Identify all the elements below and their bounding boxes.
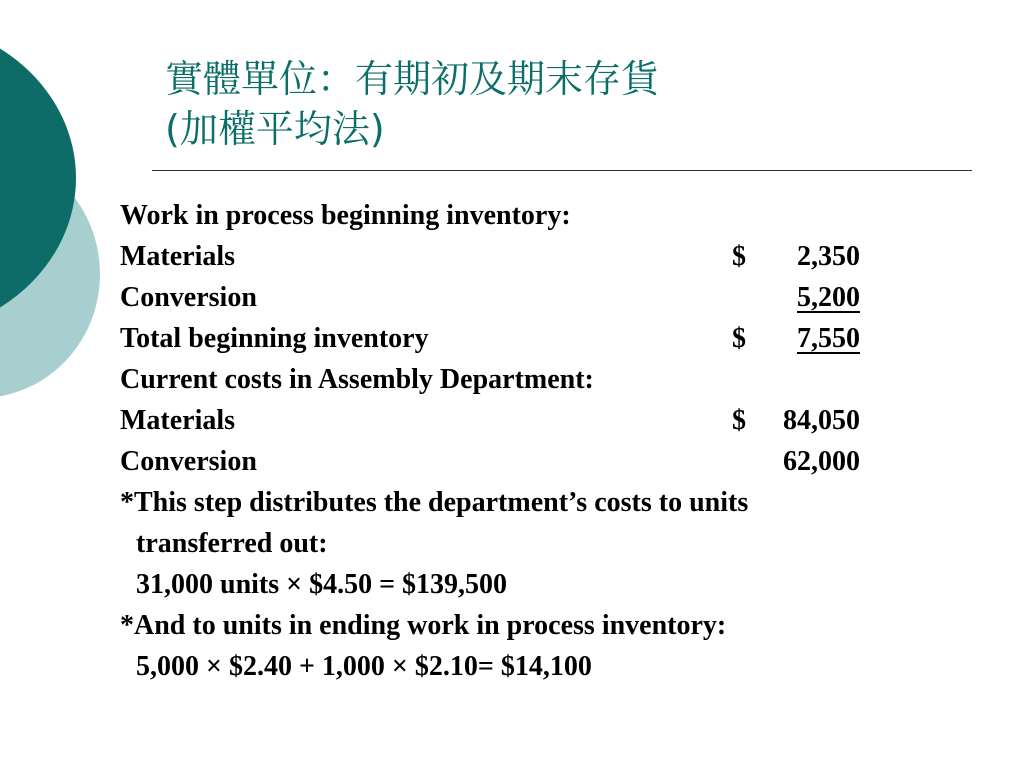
calculation-text: 5,000 × $2.40 + 1,000 × $2.10= $14,100 bbox=[136, 651, 592, 682]
row-current-costs-heading bbox=[120, 359, 900, 400]
row-label: Materials bbox=[120, 405, 236, 436]
calc-transferred-out bbox=[120, 564, 900, 605]
title-line-1: 實體單位：有期初及期末存貨 bbox=[165, 57, 660, 101]
note-text: transferred out: bbox=[136, 528, 328, 559]
row-conversion-beginning bbox=[120, 277, 900, 318]
note-ending-inventory bbox=[120, 605, 900, 646]
slide-body bbox=[120, 195, 900, 687]
title-line-2: (加權平均法) bbox=[165, 107, 385, 151]
slide-title bbox=[165, 54, 659, 154]
currency-sign: $ bbox=[732, 241, 746, 272]
currency-sign: $ bbox=[732, 323, 746, 354]
note-text: *This step distributes the department’s costs to units bbox=[120, 487, 749, 518]
row-label: Current costs in Assembly Department: bbox=[120, 364, 594, 395]
amount: 84,050 bbox=[783, 405, 860, 436]
amount: 7,550 bbox=[797, 323, 860, 354]
row-label: Materials bbox=[120, 241, 236, 272]
row-total-beginning-inventory bbox=[120, 318, 900, 359]
note-text: *And to units in ending work in process inventory: bbox=[120, 610, 727, 641]
calculation-text: 31,000 units × $4.50 = $139,500 bbox=[136, 569, 508, 600]
row-label: Total beginning inventory bbox=[120, 323, 429, 354]
amount: 2,350 bbox=[797, 241, 860, 272]
row-materials-current bbox=[120, 400, 900, 441]
calc-ending-inventory bbox=[120, 646, 900, 687]
amount: 5,200 bbox=[797, 282, 860, 313]
row-label: Work in process beginning inventory: bbox=[120, 200, 571, 231]
amount: 62,000 bbox=[783, 446, 860, 477]
note-transferred-out-continued bbox=[120, 523, 900, 564]
row-label: Conversion bbox=[120, 446, 257, 477]
row-label: Conversion bbox=[120, 282, 257, 313]
row-materials-beginning bbox=[120, 236, 900, 277]
row-conversion-current bbox=[120, 441, 900, 482]
note-transferred-out bbox=[120, 482, 900, 523]
title-divider bbox=[152, 170, 972, 171]
row-wip-beginning-heading bbox=[120, 195, 900, 236]
currency-sign: $ bbox=[732, 405, 746, 436]
